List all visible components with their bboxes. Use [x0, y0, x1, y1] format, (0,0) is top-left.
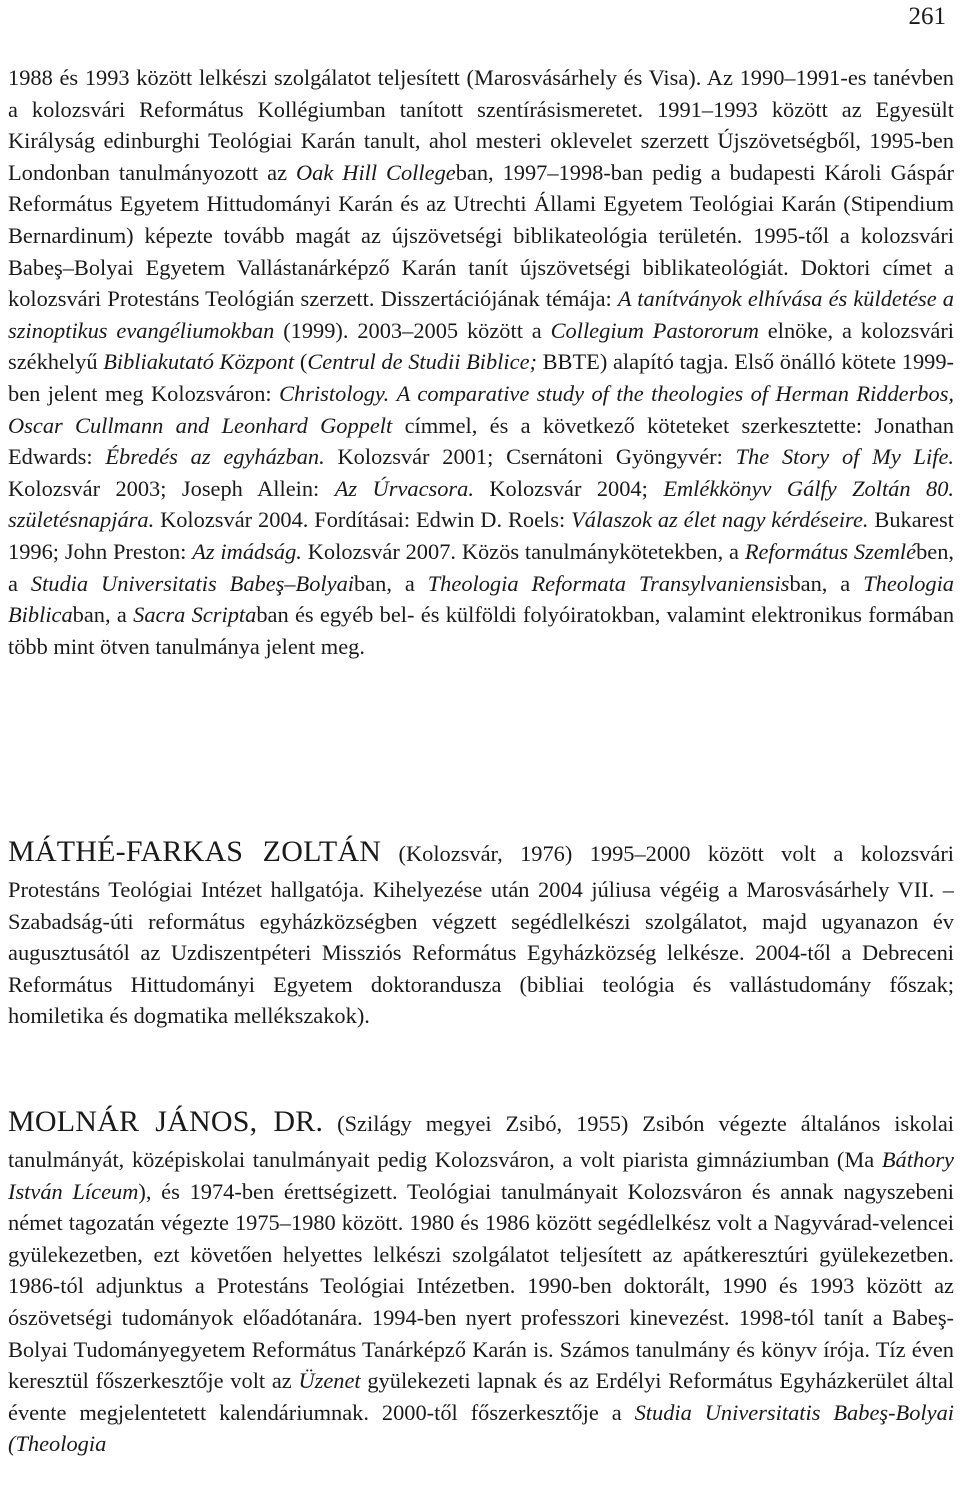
text-run: Kolozsvár 2004;: [473, 475, 664, 501]
text-run: (: [294, 349, 308, 375]
text-run: elnöke, a kolozsvári székhelyű: [8, 317, 955, 375]
italic-text-run: A comparative study of the theologies of Herman Ridderbos, Oscar Cullmann and Leonhard Goppelt: [8, 380, 955, 438]
entry-name: MOLNÁR JÁNOS, DR.: [8, 1105, 324, 1138]
paragraph-mathe-farkas-zoltan: [8, 832, 954, 1032]
text-run: Kolozsvár 2007. Közös tanulmánykötetekben, a: [301, 538, 745, 564]
italic-text-run: Emlékkönyv Gálfy Zoltán 80. születésnapjára.: [8, 475, 955, 533]
italic-text-run: Theologia Reformata Transylvaniensis: [427, 570, 790, 596]
text-run: Kolozsvár 2004. Fordításai: Edwin D. Roels:: [154, 507, 572, 533]
italic-text-run: Az Úrvacsora.: [334, 475, 474, 501]
paragraph-molnar-janos: [8, 1102, 954, 1460]
italic-text-run: Bibliakutató Központ: [103, 349, 295, 375]
text-run: címmel, és a következő köteteket szerkesztette: Jonathan Edwards:: [8, 412, 955, 470]
text-run: BBTE) alapító tagja. Első önálló kötete 1999-ben jelent meg Kolozsváron:: [8, 349, 954, 406]
italic-text-run: Üzenet: [298, 1368, 361, 1394]
text-run: ben, a: [8, 538, 954, 596]
italic-text-run: A tanítványok elhívása és küldetése a szinoptikus evangéliumokban: [8, 286, 954, 343]
italic-text-run: Válaszok az élet nagy kérdéseire.: [571, 507, 869, 533]
entry-name: MÁTHÉ-FARKAS ZOLTÁN: [8, 835, 382, 868]
text-run: ban és egyéb bel- és külföldi folyóiratokban, valamint elektronikus formában több mint ötven tanulmánya jelent meg.: [8, 602, 955, 659]
text-run: (1999). 2003–2005 között a: [274, 317, 551, 343]
italic-text-run: Centrul de Studii Biblice;: [307, 349, 537, 375]
text-run: [389, 381, 396, 406]
italic-text-run: Az imádság.: [192, 538, 302, 564]
paragraph-biography-continued: [8, 62, 954, 662]
italic-text-run: Collegium Pastororum: [550, 317, 759, 343]
text-run: Kolozsvár 2003; Joseph Allein:: [8, 475, 335, 501]
italic-text-run: The Story of My Life.: [735, 444, 954, 470]
italic-text-run: Báthory István Líceum: [8, 1147, 954, 1204]
italic-text-run: Oak Hill College: [296, 159, 456, 185]
italic-text-run: Református Szemlé: [744, 538, 917, 564]
text-run: Kolozsvár 2001; Csernátoni Gyöngyvér:: [324, 444, 736, 470]
text-run: 1988 és 1993 között lelkészi szolgálatot teljesített (Marosvásárhely és Visa). Az 1990–1991-es tanévben a kolozsvári Református Kollégiumban tanított szentírásismeretet. 1991–1993 között az Egyesült Királyság edinburghi Teológiai Karán tanult, ahol mesteri oklevelet szerzett Újszövetségből, 1995-ben Londonban tanulmányozott az: [8, 65, 954, 185]
text-run: ban, a: [354, 570, 428, 596]
text-run: (Kolozsvár, 1976) 1995–2000 között volt a kolozsvári Protestáns Teológiai Intézet hallgatója. Kihelyezése után 2004 júliusa végéig a Marosvásárhely VII. – Szabadság-úti református egyházközségben végzett segédlelkészi szolgálatot, majd ugyanazon év augusztusától az Uzdiszentpéteri Missziós Református Egyházközség lelkésze. 2004-től a Debreceni Református Hittudományi Egyetem doktorandusza (bibliai teológia és vallástudomány főszak; homiletika és dogmatika mellékszakok).: [8, 841, 954, 1029]
text-run: gyülekezeti lapnak és az Erdélyi Református Egyházkerület által évente megjelentetett kalendáriumnak. 2000-től főszerkesztője a: [8, 1368, 954, 1425]
italic-text-run: Studia Universitatis Babeş–Bolyai: [30, 570, 354, 596]
text-run: ), és 1974-ben érettségizett. Teológiai tanulmányait Kolozsváron és annak nagyszebeni német tagozatán végezte 1975–1980 között. 1980 és 1986 között segédlelkész volt a Nagyvárad-velencei gyülekezetben, ezt követően helyettes lelkészi szolgálatot teljesített az apátkeresztúri gyülekezetben. 1986-tól adjunktus a Protestáns Teológiai Intézetben. 1990-ben doktorált, 1990 és 1993 között az ószövetségi tudományok előadótanára. 1994-ben nyert professzori kinevezést. 1998-tól tanít a Babeş-Bolyai Tudományegyetem Református Tanárképző Karán is. Számos tanulmány és könyv írója. Tíz éven keresztül főszerkesztője volt az: [8, 1178, 955, 1394]
italic-text-run: Ébredés az egyházban.: [105, 444, 325, 470]
text-run: ban, a: [789, 570, 864, 596]
italic-text-run: Sacra Scripta: [133, 602, 257, 628]
text-run: Bukarest 1996; John Preston:: [8, 507, 954, 564]
text-run: (Szilágy megyei Zsibó, 1955) Zsibón végezte általános iskolai tanulmányát, középiskolai tanulmányait pedig Kolozsváron, a volt piarista gimnáziumban (Ma: [8, 1111, 955, 1172]
italic-text-run: Studia Universitatis Babeş-Bolyai (Theologia: [8, 1399, 954, 1457]
text-run: ban, 1997–1998-ban pedig a budapesti Károli Gáspár Református Egyetem Hittudományi Karán és az Utrechti Állami Egyetem Teológiai Karán (Stipendium Bernardinum) képezte tovább magát az újszövetségi biblikateológia területén. 1995-től a kolozsvári Babeş–Bolyai Egyetem Vallástanárképző Karán tanít újszövetségi biblikateológiát. Doktori címet a kolozsvári Protestáns Teológián szerzett. Disszertációjának témája:: [8, 159, 954, 312]
page-number: 261: [908, 3, 946, 30]
text-run: ban, a: [72, 602, 134, 628]
italic-text-run: Theologia Biblica: [8, 570, 954, 628]
italic-text-run: Christology.: [279, 380, 390, 406]
document-page: [8, 0, 954, 1504]
